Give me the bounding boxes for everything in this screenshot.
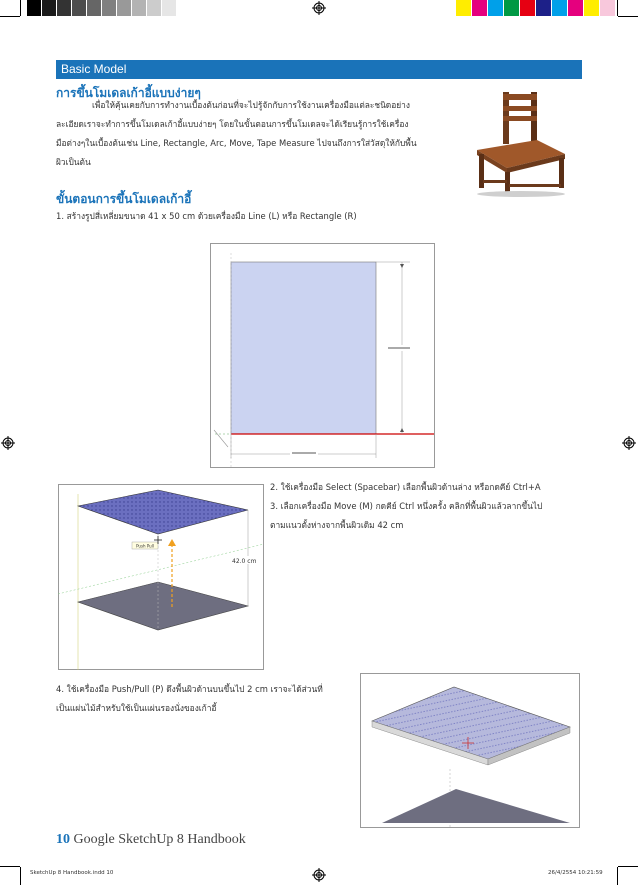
push-pull-tooltip: Push Pull bbox=[136, 543, 154, 549]
footer-title bbox=[56, 832, 246, 848]
step-4-text bbox=[56, 680, 376, 718]
slug-timestamp: 26/4/2554 10:21:59 bbox=[548, 870, 603, 876]
color-swatch bbox=[520, 0, 535, 16]
figure-move-copy bbox=[58, 484, 264, 670]
crop-mark bbox=[20, 0, 21, 16]
slug-filename: SketchUp 8 Handbook.indd 10 bbox=[30, 870, 114, 876]
color-swatch bbox=[600, 0, 615, 16]
figure-push-pull bbox=[360, 673, 580, 828]
gray-swatch bbox=[117, 0, 131, 16]
color-swatch bbox=[504, 0, 519, 16]
crop-mark bbox=[0, 866, 20, 867]
intro-line: เพื่อให้คุ้นเคยกับการทำงานเบื้องต้นก่อนที่จะไปรู้จักกับการใช้งานเครื่องมือแต่ละชนิดอย่าง bbox=[92, 100, 410, 110]
gray-swatch bbox=[27, 0, 41, 16]
registration-mark-icon bbox=[312, 1, 326, 15]
intro-line: ละเอียดเราจะทำการขึ้นโมเดลเก้าอี้แบบง่ายๆ โดยในขั้นตอนการขึ้นโมเดลจะได้เรียนรู้การใช้เครื่อง bbox=[56, 119, 409, 129]
step-2-3-text bbox=[270, 478, 590, 535]
registration-mark-icon bbox=[622, 436, 636, 450]
gray-swatch bbox=[162, 0, 176, 16]
gray-swatch bbox=[42, 0, 56, 16]
intro-line: มือต่างๆในเบื้องต้นเช่น Line, Rectangle, Arc, Move, Tape Measure ไปจนถึงการใส่วัสดุให้กับพื้น bbox=[56, 138, 417, 148]
step-1-text: 1. สร้างรูปสี่เหลี่ยมขนาด 41 x 50 cm ด้วยเครื่องมือ Line (L) หรือ Rectangle (R) bbox=[56, 211, 357, 221]
crop-mark bbox=[617, 0, 618, 16]
gray-swatch bbox=[87, 0, 101, 16]
page-title: การขึ้นโมเดลเก้าอี้แบบง่ายๆ bbox=[56, 86, 201, 100]
gray-swatch bbox=[132, 0, 146, 16]
step-line: 3. เลือกเครื่องมือ Move (M) กดคีย์ Ctrl หนึ่งครั้ง คลิกที่พื้นผิวแล้วลากขึ้นไป bbox=[270, 501, 543, 511]
page-number: 10 bbox=[56, 832, 70, 847]
steps-heading: ขั้นตอนการขึ้นโมเดลเก้าอี้ bbox=[56, 192, 192, 206]
step-line: 4. ใช้เครื่องมือ Push/Pull (P) ดึงพื้นผิวด้านบนขึ้นไป 2 cm เราจะได้ส่วนที่ bbox=[56, 684, 323, 694]
color-swatch bbox=[472, 0, 487, 16]
intro-line: ผิวเป็นต้น bbox=[56, 157, 91, 167]
step-line: ตามแนวตั้งห่างจากพื้นผิวเดิม 42 cm bbox=[270, 520, 404, 530]
gray-swatch bbox=[57, 0, 71, 16]
color-swatch bbox=[584, 0, 599, 16]
registration-mark-icon bbox=[312, 868, 326, 882]
registration-mark-icon bbox=[1, 436, 15, 450]
color-swatch-bar bbox=[456, 0, 616, 16]
section-label: Basic Model bbox=[61, 62, 127, 76]
crop-mark bbox=[0, 16, 20, 17]
color-swatch bbox=[456, 0, 471, 16]
color-swatch bbox=[552, 0, 567, 16]
color-swatch bbox=[488, 0, 503, 16]
step-line: 2. ใช้เครื่องมือ Select (Spacebar) เลือกพื้นผิวด้านล่าง หรือกดคีย์ Ctrl+A bbox=[270, 482, 541, 492]
crop-mark bbox=[617, 867, 618, 885]
crop-mark bbox=[20, 867, 21, 885]
crop-mark bbox=[618, 866, 638, 867]
book-title: Google SketchUp 8 Handbook bbox=[73, 832, 246, 847]
crop-mark bbox=[618, 16, 638, 17]
color-swatch bbox=[536, 0, 551, 16]
intro-paragraph bbox=[56, 96, 461, 172]
figure-rectangle-41x50 bbox=[210, 243, 435, 468]
gray-swatch bbox=[72, 0, 86, 16]
color-swatch bbox=[568, 0, 583, 16]
distance-label: 42.0 cm bbox=[232, 558, 257, 565]
section-header-bar bbox=[56, 60, 582, 79]
chair-model-image bbox=[465, 88, 580, 198]
figure-move-copy-drawing bbox=[58, 484, 264, 670]
gray-color-bar bbox=[27, 0, 177, 16]
gray-swatch bbox=[102, 0, 116, 16]
step-line: เป็นแผ่นไม้สำหรับใช้เป็นแผ่นรองนั่งของเก้าอี้ bbox=[56, 703, 217, 713]
gray-swatch bbox=[147, 0, 161, 16]
